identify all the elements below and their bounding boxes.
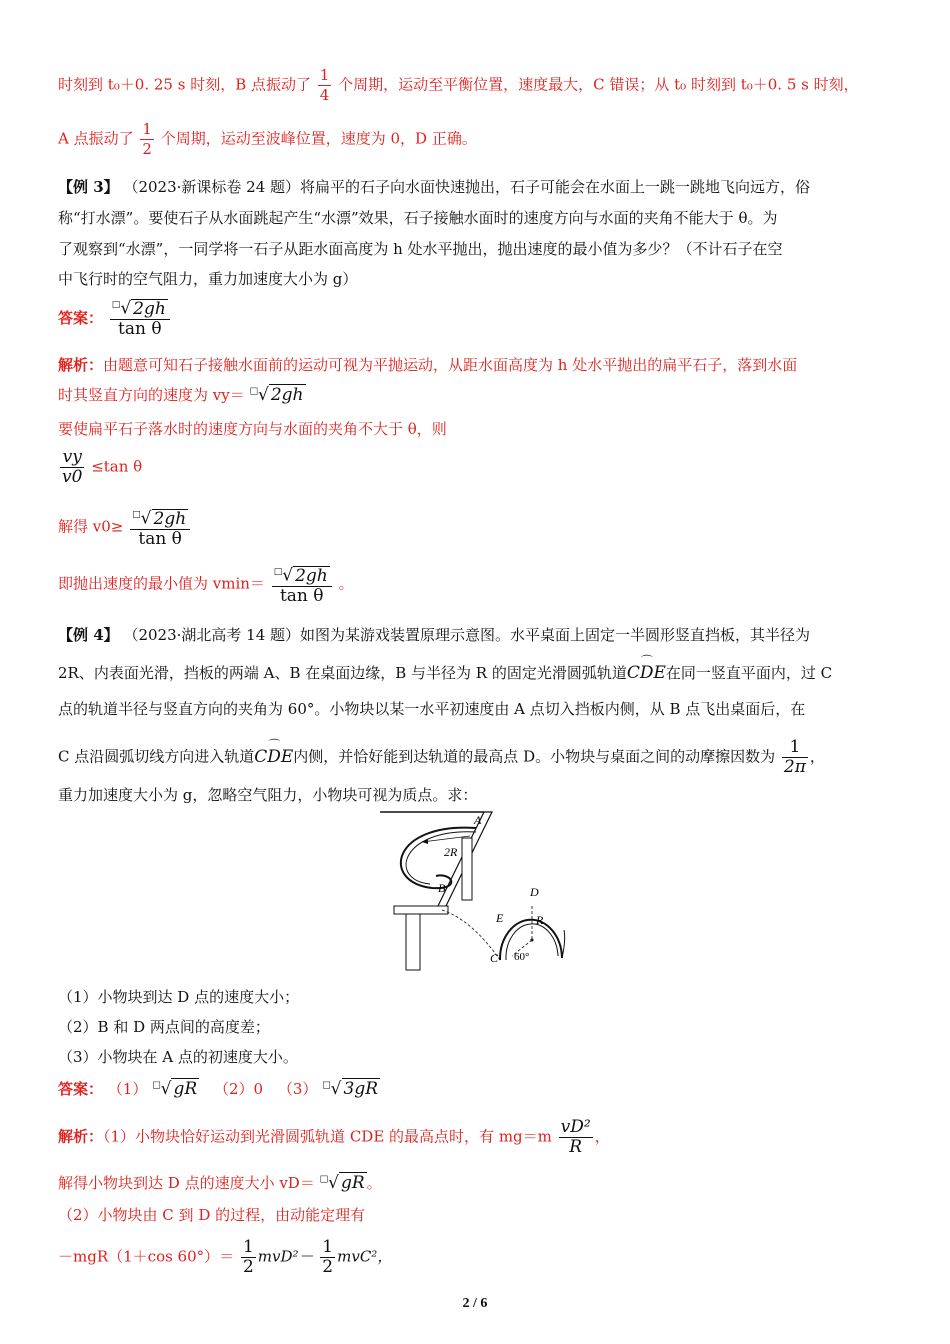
numerator: □√ 2gh <box>130 506 190 530</box>
fraction <box>60 448 84 487</box>
sqrt-box: □ <box>132 510 141 520</box>
radicand: 2gh <box>270 385 304 405</box>
question-3: （3）小物块在 A 点的初速度大小。 <box>58 1048 298 1066</box>
radicand: 3gR <box>343 1079 379 1099</box>
example-3-line-3: 了观察到“水漂”，一同学将一石子从距水面高度为 h 处水平抛出，抛出速度的最小值为多少？（不计石子在空 <box>58 240 783 258</box>
numerator: 1 <box>322 1237 334 1257</box>
label-a: A <box>474 813 482 827</box>
page-number: 2 / 6 <box>462 1296 488 1311</box>
label-angle: 60° <box>514 951 530 963</box>
example-3-line-2: 称“打水漂”。要使石子从水面跳起产生“水漂”效果，石子接触水面时的速度方向与水面的夹角不能大于 θ。为 <box>58 209 778 227</box>
label-e: E <box>496 911 504 925</box>
fraction <box>318 66 332 105</box>
math-sqrt: □√ 3gR <box>322 1079 379 1099</box>
denominator: tan θ <box>138 528 182 549</box>
example-4-line-2 <box>58 662 832 683</box>
radicand: gR <box>340 1173 365 1193</box>
text-span: 个周期，运动至波峰位置，速度为 0，D 正确。 <box>160 129 477 148</box>
text-span: 由题意可知石子接触水面前的运动可视为平抛运动，从距水面高度为 h 处水平抛出的扁平石子，落到水面 <box>103 356 798 374</box>
numerator: 1 <box>319 66 330 84</box>
sqrt-box: □ <box>111 300 121 310</box>
text-line <box>58 66 859 105</box>
example-4-line-1 <box>58 624 810 645</box>
label-b: B <box>438 881 446 895</box>
radicand: 2gh <box>295 565 328 586</box>
denominator: 2 <box>242 1257 254 1277</box>
fraction <box>782 738 808 777</box>
text-span: 时其竖直方向的速度为 vy＝ <box>58 386 245 404</box>
arc-cde: ⌒ CDE <box>627 663 666 683</box>
example-tag: 【例 3】 <box>58 178 119 196</box>
text-span: ， <box>594 1127 610 1146</box>
answer-line-ex4 <box>58 1078 380 1099</box>
text-span: 2R、内表面光滑，挡板的两端 A、B 在桌面边缘，B 与半径为 R 的固定光滑圆弧轨道 <box>58 664 627 682</box>
arc-cde: ⌒ CDE <box>254 747 293 767</box>
apparatus-diagram <box>372 810 582 985</box>
denominator: tan θ <box>279 585 324 606</box>
numerator: vy <box>60 448 84 468</box>
text-line <box>58 120 477 159</box>
solution-4-line-3: （2）小物块由 C 到 D 的过程，由动能定理有 <box>58 1206 366 1224</box>
text-span: （2023·新课标卷 24 题）将扁平的石子向水面快速抛出，石子可能会在水面上一跳一跳地飞向远方，俗 <box>123 178 811 196</box>
answer-label: 答案： <box>58 308 104 327</box>
fraction <box>559 1118 593 1157</box>
denominator: v0 <box>62 467 83 487</box>
text-span: （3） <box>277 1080 318 1098</box>
radicand: 2gh <box>133 298 166 319</box>
solution-4-line-1 <box>58 1118 610 1157</box>
question-2: （2）B 和 D 两点间的高度差； <box>58 1018 270 1036</box>
text-span: （1） <box>107 1080 148 1098</box>
numerator: □√ 2gh <box>110 296 170 320</box>
example-4-line-4 <box>58 738 825 777</box>
numerator: vD² <box>560 1117 591 1137</box>
example-3-line-4: 中飞行时的空气阻力，重力加速度大小为 g） <box>58 270 358 288</box>
numerator: 1 <box>782 738 808 758</box>
text-span: 。 <box>366 1174 382 1192</box>
numerator: 1 <box>142 120 152 138</box>
text-span: 解得小物块到达 D 点的速度大小 vD＝ <box>58 1174 315 1192</box>
inequality-line <box>58 448 142 487</box>
solution-4-line-2 <box>58 1172 382 1193</box>
text-span: C 点沿圆弧切线方向进入轨道 <box>58 747 255 766</box>
example-tag: 【例 4】 <box>58 626 119 644</box>
solution-4-line-4 <box>58 1238 392 1277</box>
fraction <box>320 1238 335 1277</box>
math-sqrt: □√ gR <box>152 1079 198 1099</box>
answer-line <box>58 296 172 339</box>
answer-label: 答案： <box>58 1080 104 1098</box>
denominator: 2 <box>322 1257 334 1277</box>
solution-label: 解析： <box>58 356 104 374</box>
label-c: C <box>490 951 499 965</box>
text-span: －mgR（1＋cos 60°）＝ <box>58 1247 235 1266</box>
solution-label: 解析： <box>58 1127 104 1146</box>
solution-line-3: 要使扁平石子落水时的速度方向与水面的夹角不大于 θ，则 <box>58 420 447 438</box>
text-span: 即抛出速度的最小值为 vmin＝ <box>58 574 265 593</box>
fraction <box>130 506 190 549</box>
text-span: ≤tan θ <box>91 457 143 476</box>
denominator: 2π <box>783 757 806 777</box>
denominator: tan θ <box>118 318 162 339</box>
label-2r: 2R <box>444 845 458 859</box>
fraction <box>110 296 170 339</box>
sqrt-box: □ <box>152 1080 161 1091</box>
text-span: A 点振动了 <box>58 129 134 148</box>
solution-line-5 <box>58 506 192 549</box>
math-sqrt: □√ gR <box>319 1173 365 1193</box>
text-span: 内侧，并恰好能到达轨道的最高点 D。小物块与桌面之间的动摩擦因数为 <box>293 747 776 766</box>
text-span: mvC²， <box>337 1247 393 1266</box>
sqrt-box: □ <box>273 567 283 577</box>
text-span: 时刻到 t₀＋0. 25 s 时刻，B 点振动了 <box>58 75 312 94</box>
numerator: 1 <box>242 1237 254 1257</box>
denominator: 2 <box>142 140 152 158</box>
denominator: 4 <box>319 86 330 104</box>
fraction <box>272 563 332 606</box>
example-4-line-5: 重力加速度大小为 g，忽略空气阻力，小物块可视为质点。求： <box>58 786 478 804</box>
label-d: D <box>530 885 539 899</box>
text-span: 解得 v0≥ <box>58 517 124 536</box>
text-span: 。 <box>338 574 354 593</box>
text-span: （2）0 <box>213 1080 264 1098</box>
sqrt-box: □ <box>249 386 259 397</box>
solution-line-1 <box>58 354 797 375</box>
solution-line-2 <box>58 384 306 405</box>
example-3-line-1 <box>58 176 810 197</box>
text-span: 在同一竖直平面内，过 C <box>665 664 833 682</box>
sqrt-box: □ <box>322 1080 331 1091</box>
radicand: gR <box>173 1079 198 1099</box>
text-span: 个周期，运动至平衡位置，速度最大，C 错误；从 t₀ 时刻到 t₀＋0. 5 s 时刻， <box>338 75 859 94</box>
question-1: （1）小物块到达 D 点的速度大小； <box>58 988 300 1006</box>
sqrt-box: □ <box>319 1174 329 1185</box>
label-r: R <box>536 913 544 927</box>
numerator: □√ 2gh <box>272 563 332 587</box>
math-sqrt: □√ 2gh <box>249 385 304 405</box>
text-span: mvD²－ <box>257 1247 314 1266</box>
text-span: （2023·湖北高考 14 题）如图为某游戏装置原理示意图。水平桌面上固定一半圆形竖直挡板，其半径为 <box>123 626 811 644</box>
text-span: ， <box>809 747 825 766</box>
example-4-line-3: 点的轨道半径与竖直方向的夹角为 60°。小物块以某一水平初速度由 A 点切入挡板内侧，从 B 点飞出桌面后，在 <box>58 700 806 718</box>
fraction <box>140 120 154 159</box>
radicand: 2gh <box>153 508 187 529</box>
denominator: R <box>569 1137 583 1157</box>
fraction <box>241 1238 256 1277</box>
solution-line-6 <box>58 563 354 606</box>
text-span: （1）小物块恰好运动到光滑圆弧轨道 CDE 的最高点时，有 mg＝m <box>103 1127 552 1146</box>
